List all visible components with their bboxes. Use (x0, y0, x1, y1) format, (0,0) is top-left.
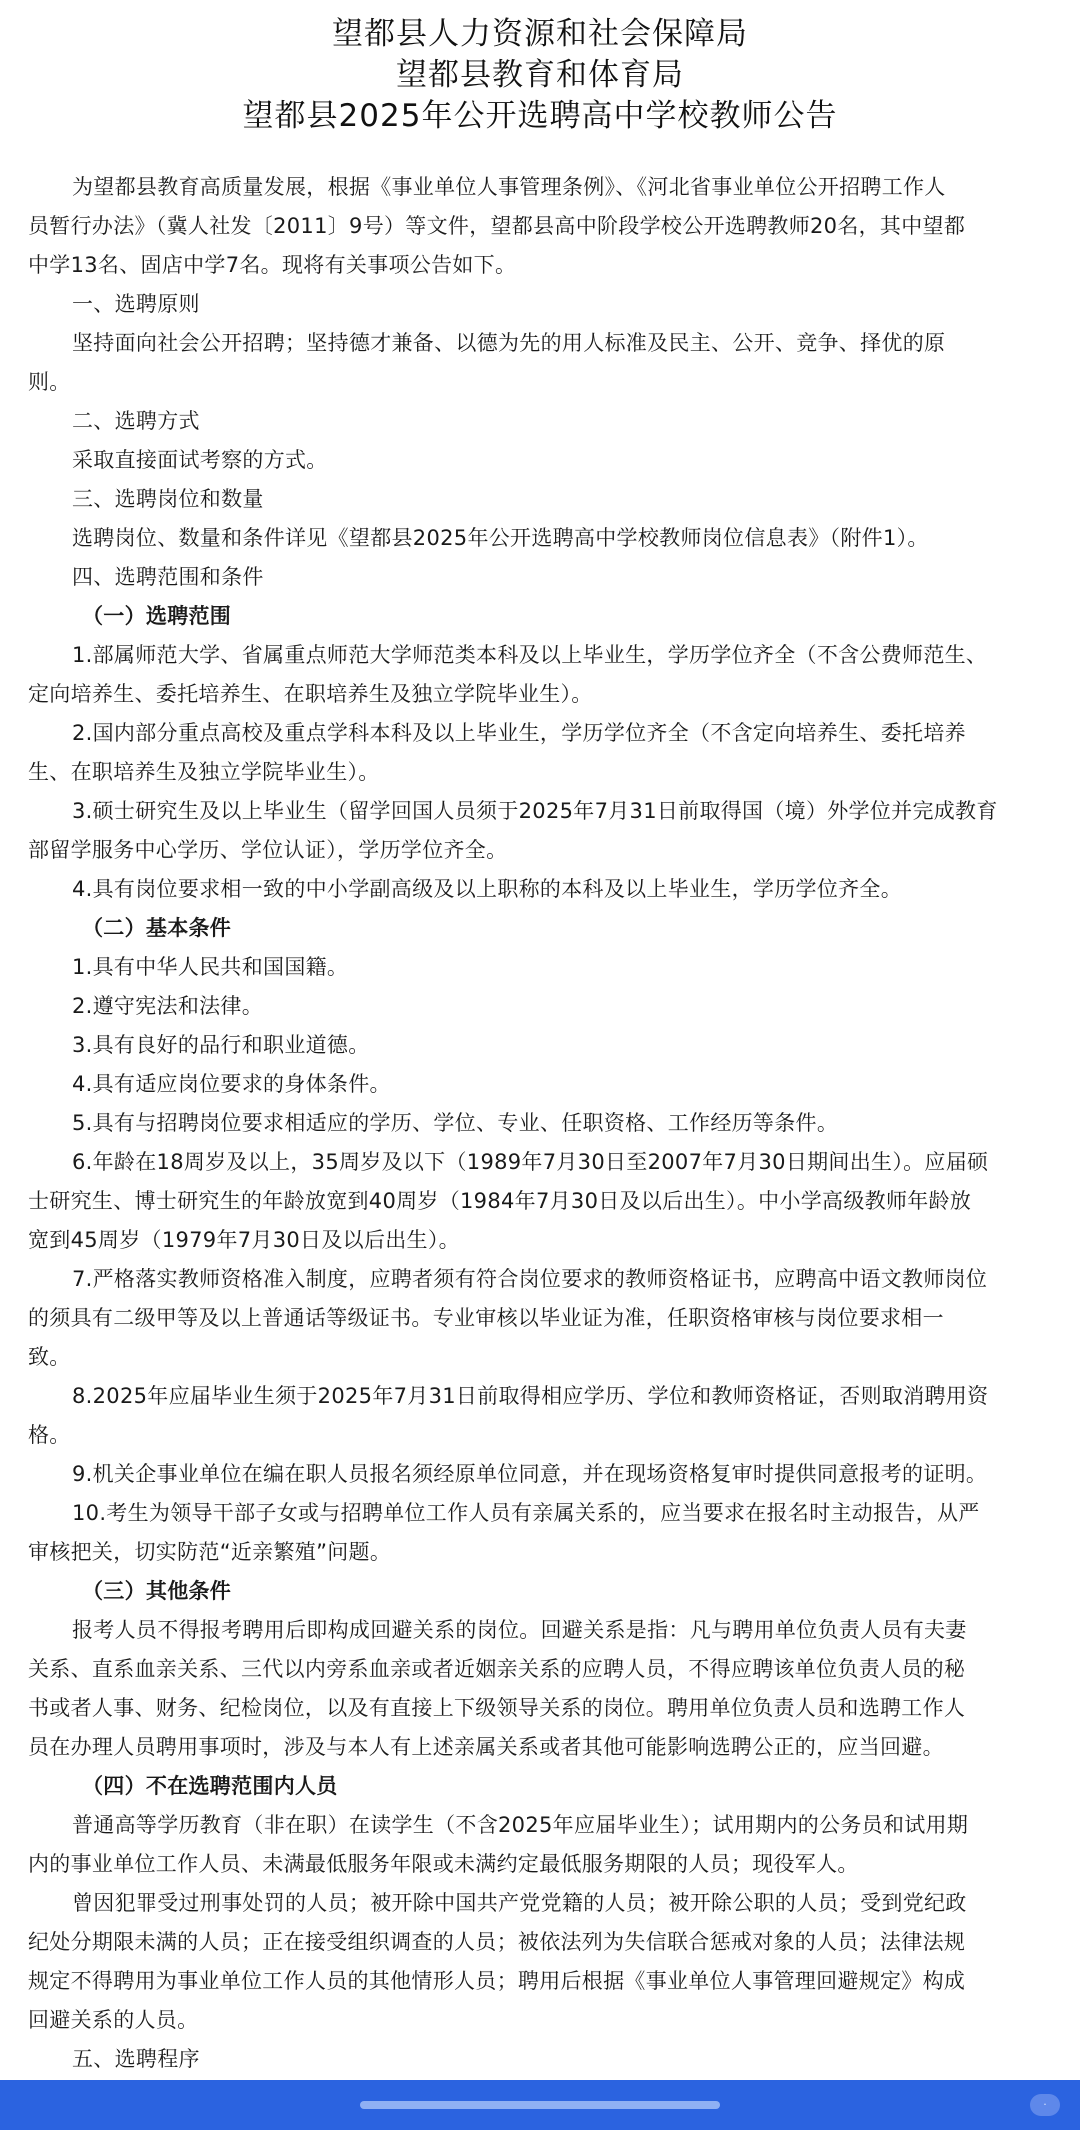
paragraph-line: 2.遵守宪法和法律。 (72, 994, 264, 1018)
paragraph-line: 士研究生、博士研究生的年龄放宽到40周岁（1984年7月30日及以后出生）。中小学高级教师年龄放 (28, 1189, 972, 1213)
paragraph-line: 8.2025年应届毕业生须于2025年7月31日前取得相应学历、学位和教师资格证，否则取消聘用资 (72, 1384, 989, 1408)
paragraph-line: 内的事业单位工作人员、未满最低服务年限或未满约定最低服务期限的人员；现役军人。 (28, 1852, 859, 1876)
paragraph-line: 9.机关企事业单位在编在职人员报名须经原单位同意，并在现场资格复审时提供同意报考的证明。 (72, 1462, 988, 1486)
paragraph-line: 二、选聘方式 (72, 409, 200, 433)
bottom-navigation-bar (0, 2080, 1080, 2130)
section-subheading: （二）基本条件 (82, 916, 232, 940)
paragraph-line: 员在办理人员聘用事项时，涉及与本人有上述亲属关系或者其他可能影响选聘公正的，应当回避。 (28, 1735, 944, 1759)
paragraph-line: 规定不得聘用为事业单位工作人员的其他情形人员；聘用后根据《事业单位人事管理回避规定》构成 (28, 1969, 966, 1993)
paragraph-line: 格。 (28, 1423, 71, 1447)
paragraph-line: 定向培养生、委托培养生、在职培养生及独立学院毕业生）。 (28, 682, 593, 706)
home-indicator[interactable] (360, 2101, 720, 2109)
paragraph-line: 纪处分期限未满的人员；正在接受组织调查的人员；被依法列为失信联合惩戒对象的人员；法律法规 (28, 1930, 966, 1954)
document-title (0, 0, 1080, 137)
section-subheading: （一）选聘范围 (82, 604, 232, 628)
paragraph-line: 采取直接面试考察的方式。 (72, 448, 328, 472)
paragraph-line: 4.具有适应岗位要求的身体条件。 (72, 1072, 391, 1096)
paragraph-line: 生、在职培养生及独立学院毕业生）。 (28, 760, 380, 784)
paragraph-line: 一、选聘原则 (72, 292, 200, 316)
paragraph-line: 6.年龄在18周岁及以上，35周岁及以下（1989年7月30日至2007年7月30日期间出生）。应届硕 (72, 1150, 989, 1174)
title-line-2: 望都县教育和体育局 (396, 57, 684, 93)
paragraph-line: 致。 (28, 1345, 71, 1369)
paragraph-line: 员暂行办法》（冀人社发〔2011〕9号）等文件，望都县高中阶段学校公开选聘教师20名，其中望都 (28, 214, 966, 238)
paragraph-line: 报考人员不得报考聘用后即构成回避关系的岗位。回避关系是指：凡与聘用单位负责人员有夫妻 (72, 1618, 967, 1642)
paragraph-line: 则。 (28, 370, 71, 394)
paragraph-line: 为望都县教育高质量发展，根据《事业单位人事管理条例》、《河北省事业单位公开招聘工作人 (72, 175, 946, 199)
paragraph-line: 普通高等学历教育（非在职）在读学生（不含2025年应届毕业生）；试用期内的公务员和试用期 (72, 1813, 969, 1837)
watermark-badge: · (1030, 2094, 1060, 2116)
paragraph-line: 回避关系的人员。 (28, 2008, 199, 2032)
paragraph-line: 三、选聘岗位和数量 (72, 487, 264, 511)
paragraph-line: 2.国内部分重点高校及重点学科本科及以上毕业生，学历学位齐全（不含定向培养生、委托培养 (72, 721, 966, 745)
paragraph-line: 四、选聘范围和条件 (72, 565, 264, 589)
paragraph-line: 的须具有二级甲等及以上普通话等级证书。专业审核以毕业证为准，任职资格审核与岗位要求相一 (28, 1306, 944, 1330)
paragraph-line: 部留学服务中心学历、学位认证），学历学位齐全。 (28, 838, 508, 862)
paragraph-line: 10.考生为领导干部子女或与招聘单位工作人员有亲属关系的，应当要求在报名时主动报告，从严 (72, 1501, 980, 1525)
paragraph-line: 书或者人事、财务、纪检岗位，以及有直接上下级领导关系的岗位。聘用单位负责人员和选聘工作人 (28, 1696, 966, 1720)
paragraph-line: 5.具有与招聘岗位要求相适应的学历、学位、专业、任职资格、工作经历等条件。 (72, 1111, 839, 1135)
section-subheading: （三）其他条件 (82, 1579, 232, 1603)
paragraph-line: 坚持面向社会公开招聘；坚持德才兼备、以德为先的用人标准及民主、公开、竞争、择优的原 (72, 331, 946, 355)
title-line-1: 望都县人力资源和社会保障局 (332, 16, 748, 52)
paragraph-line: 3.硕士研究生及以上毕业生（留学回国人员须于2025年7月31日前取得国（境）外学位并完成教育 (72, 799, 998, 823)
paragraph-line: 1.具有中华人民共和国国籍。 (72, 955, 349, 979)
paragraph-line: 选聘岗位、数量和条件详见《望都县2025年公开选聘高中学校教师岗位信息表》（附件1）。 (72, 526, 929, 550)
paragraph-line: 审核把关，切实防范“近亲繁殖”问题。 (28, 1540, 392, 1564)
title-line-3: 望都县2025年公开选聘高中学校教师公告 (242, 98, 838, 134)
paragraph-line: 宽到45周岁（1979年7月30日及以后出生）。 (28, 1228, 460, 1252)
paragraph-line: 1.部属师范大学、省属重点师范大学师范类本科及以上毕业生，学历学位齐全（不含公费师范生、 (72, 643, 988, 667)
paragraph-line: 五、选聘程序 (72, 2047, 200, 2071)
paragraph-line: 3.具有良好的品行和职业道德。 (72, 1033, 370, 1057)
paragraph-line: 中学13名、固店中学7名。现将有关事项公告如下。 (28, 253, 517, 277)
paragraph-line: 7.严格落实教师资格准入制度，应聘者须有符合岗位要求的教师资格证书，应聘高中语文教师岗位 (72, 1267, 988, 1291)
paragraph-line: 关系、直系血亲关系、三代以内旁系血亲或者近姻亲关系的应聘人员，不得应聘该单位负责人员的秘 (28, 1657, 966, 1681)
paragraph-line: 4.具有岗位要求相一致的中小学副高级及以上职称的本科及以上毕业生，学历学位齐全。 (72, 877, 903, 901)
section-subheading: （四）不在选聘范围内人员 (82, 1774, 338, 1798)
paragraph-line: 曾因犯罪受过刑事处罚的人员；被开除中国共产党党籍的人员；被开除公职的人员；受到党纪政 (72, 1891, 967, 1915)
document-body (28, 168, 1052, 2118)
